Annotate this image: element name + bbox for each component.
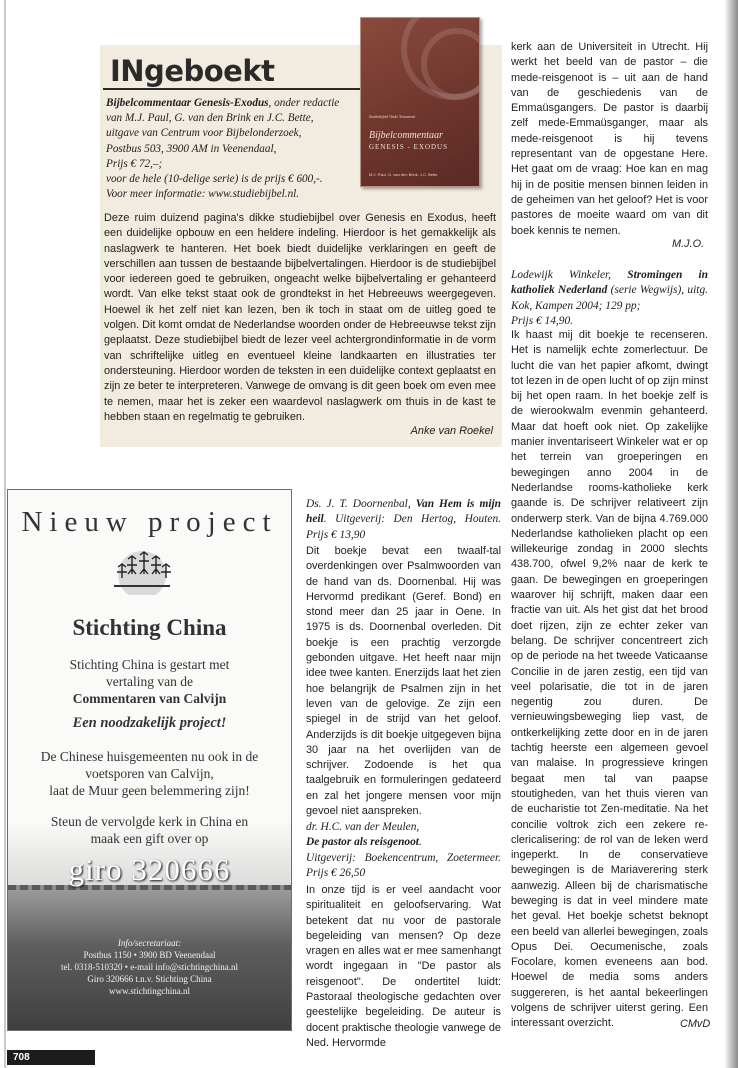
review-meta-line: (serie Wegwijs), uitg. Kok, Kampen 2004; 129 pp; — [511, 284, 708, 312]
ad-organization: Stichting China — [72, 615, 227, 640]
page-left-rule — [4, 0, 6, 1068]
cover-series: Studiebijbel Oude Testament — [369, 114, 416, 119]
ad-contact-line: tel. 0318-510320 • e-mail info@stichtingchina.nl — [61, 962, 238, 972]
review-body-doornenbal: Dit boekje bevat een twaalf-tal overdenkingen over Psalmwoorden van de hand van ds. Doornenbal. Hij was Hervormd predikant (Geref. Bond) en stond meer dan 25 jaar in Oene. In 1975 is ds. Doornenbal overleden. Dit boekje is een prachtig verzorgde gebonden uitgave. Het heeft naar mijn idee twee kanten. Enerzijds laat het zien hoe belangrijk de Psalmen zijn in het leven van de gelovige. Ze zijn een spiegel in de strijd van het geloof. Anderzijds is dit boekje uitgegeven bijna 30 jaar na het overlijden van de schrijver. Zodoende is het qua taalgebruik en formuleringen gedateerd en zal het jongere mensen voor mijn gevoel niet aanspreken. — [306, 545, 501, 818]
review-meta-line: . Uitgeverij: Den Hertog, Houten. Prijs € 13,90 — [306, 513, 501, 541]
book-meta-line: voor de hele (10-delige serie) is de prijs € 600,-. — [106, 173, 323, 186]
ad-heading: Nieuw project — [21, 506, 278, 538]
review-meta-line: Prijs € 14,90. — [511, 314, 574, 327]
book-title: Van Hem is mijn heil — [306, 498, 501, 526]
section-title: INgeboekt — [110, 54, 275, 88]
book-title: De pastor als reisgenoot — [306, 836, 419, 849]
ad-line: Stichting China is gestart met — [69, 657, 230, 672]
ad-contact-line: Giro 320666 t.n.v. Stichting China — [87, 974, 212, 984]
review-meta-line: Ds. J. T. Doornenbal, — [306, 498, 416, 510]
review-meta-line: Lodewijk Winkeler, — [511, 269, 628, 281]
ad-urgent-text: Een noodzakelijk project! — [72, 715, 227, 731]
review-meta-winkeler — [511, 268, 708, 329]
book-cover-image — [360, 17, 480, 187]
book-meta-line: Voor meer informatie: www.studiebijbel.nl. — [106, 188, 300, 201]
page-gutter-shadow — [724, 0, 738, 1068]
review-body-winkeler: Ik haast mij dit boekje te recenseren. Het is namelijk echte zomerlectuur. De lucht die van het papier afkomt, dwingt tot lezen in de open lucht of op zijn minst bij het open raam. In het boekje zelf is de wierookwalm evenmin gehanteerd. Maar dat hoeft ook niet. Op zakelijke manier inventariseert Winkeler wat er op het terrein van groeperingen en bewegingen anno 2004 in de Nederlandse rooms-katholieke kerk gaande is. De schrijver relativeert zijn onderwerp sterk. Van de bijna 4.769.000 Nederlandse katholieken placht op een willekeurige zondag in 2000 slechts 438.700, ofwel 9,2% naar de kerk te gaan. De bewegingen en groeperingen waarover hij schrijft, maken daar een fractie van uit. Als het gist dat het brood doet rijzen, zijn ze echter zeker van belang. De schrijver concentreert zich op de periode na het tweede Vaticaanse Concilie in de jaren zestig, een tijd van veel polarisatie, die tot in de jaren negentig zou duren. De vernieuwingsbeweging liep vast, de ontkerkelijking zette door en in de jaren tachtig heerste een algemeen gevoel van malaise. In progressieve kringen begaat men tal van paapse stoutigheden, van het thuis vieren van de eucharistie tot Zen-meditatie. Na het concilie voltrok zich een zekere re-clericalisering: de rol van de leken werd ingeperkt. In de conservatieve bewegingen is de Mariaverering sterk aanwezig. Alleen bij de charismatische beweging is dat in veel mindere mate het geval. Het boekje schetst beknopt een beeld van allerlei bewegingen, zoals Opus Dei. Oecumenische, zoals Focolare, komen eveneens aan bod. Hoewel de media soms anders suggereren, is het aantal bekeerlingen volgens de schrijver uiterst gering. Een interessant overzicht. — [511, 329, 708, 1030]
review-author: CMvD — [680, 1018, 711, 1030]
review-author: M.J.O. — [672, 238, 705, 250]
review-meta-doornenbal — [306, 497, 501, 543]
book-meta-line: Postbus 503, 3900 AM in Veenendaal, — [106, 142, 277, 155]
book-title: Bijbelcommentaar Genesis-Exodus — [106, 97, 269, 109]
ad-contact-line: Postbus 1150 • 3900 BD Veenendaal — [83, 950, 216, 960]
cover-title — [369, 130, 448, 153]
review-body-van-der-meulen-continued: kerk aan de Universiteit in Utrecht. Hij werkt het beeld van de pastor – die mede-reisgenoot is – uit aan de hand van de geschiedenis van de Emmaüsgangers. De pastor is daarbij zelf mede-Emmaüsganger, maar als mede-reisgenoot is hij tevens representant van de opgestane Here. Het gaat om de vraag: Hoe kan en mag hij in de positie mensen binnen leiden in de geheimen van het geloof? Het is voor pastores de moeite waard om van dit boek kennis te nemen. — [511, 41, 708, 237]
review-body-van-der-meulen: In onze tijd is er veel aandacht voor spiritualiteit en geloofservaring. Wat betekent dat nu voor de pastorale begeleiding van mensen? Op deze vragen en alles wat er mee samenhangt wordt ingegaan in "De pastor als reisgenoot". De ondertitel luidt: Pastoraal theologische gedachten over geestelijke begeleiding. De auteur is docent praktische theologie vanwege de Ned. Hervormde — [306, 884, 501, 1049]
page-number: 708 — [7, 1050, 95, 1065]
ad-line: Commentaren van Calvijn — [72, 691, 227, 706]
book-meta-line: , onder redactie — [268, 97, 340, 109]
review-meta-line: Uitgeverij: Boekencentrum, Zoetermeer. Prijs € 26,50 — [306, 851, 501, 879]
review-meta-line: dr. H.C. van der Meulen, — [306, 821, 420, 833]
cover-title-line: Bijbelcommentaar — [369, 130, 443, 141]
review-author: Anke van Roekel — [410, 425, 493, 437]
book-meta-line: Prijs € 72,–; — [106, 157, 163, 170]
ad-church-figures-logo — [106, 545, 178, 595]
ad-line: voetsporen van Calvijn, — [85, 766, 214, 781]
ad-contact-line: Info/secretariaat: — [117, 938, 182, 948]
book-meta-genesis-exodus — [106, 96, 356, 202]
ad-contact-line: www.stichtingchina.nl — [109, 986, 190, 996]
cover-title-line: GENESIS - EXODUS — [369, 143, 448, 151]
ad-line: laat de Muur geen belemmering zijn! — [49, 783, 250, 798]
ad-line: Steun de vervolgde kerk in China en — [50, 814, 249, 829]
book-meta-line: van M.J. Paul, G. van den Brink en J.C. Bette, — [106, 112, 314, 125]
ad-line: maak een gift over op — [90, 831, 209, 846]
cover-authors: M.J. Paul, G. van den Brink, J.C. Bette — [369, 172, 438, 177]
book-meta-line: uitgave van Centrum voor Bijbelonderzoek, — [106, 127, 302, 140]
review-meta-van-der-meulen: dr. H.C. van der Meulen, De pastor als reisgenoot. Uitgeverij: Boekencentrum, Zoetermeer. Prijs € 26,50 — [306, 821, 501, 879]
section-title-rule — [103, 88, 369, 90]
ad-line: vertaling van de — [106, 674, 193, 689]
ad-line: De Chinese huisgemeenten nu ook in de — [40, 749, 259, 764]
review-body-genesis-exodus: Deze ruim duizend pagina's dikke studiebijbel over Genesis en Exodus, heeft een duidelijke opbouw en een heldere indeling. Hierdoor is het gemakkelijk als naslagwerk te hanteren. Het boek biedt duidelijke verklaringen en geeft de verschillen aan tussen de bestaande bijbelvertalingen. Hierdoor is de studiebijbel voor iedereen goed te gebruiken, ongeacht welke bijbelvertaling er gehanteerd wordt. Van elke tekst staat ook de grondtekst in het Hebreeuws weergegeven. Hoewel ik het zelf niet kan lezen, ben ik toch in staat om de uitleg goed te volgen. Dit komt omdat de Nederlandse woorden onder de Hebreeuwse tekst zijn geplaatst. Deze studiebijbel biedt de lezer veel achtergrondinformatie in de vorm van schriftelijke uitleg en eventueel kleine landkaarten en illustraties ter ondersteuning. Hierdoor worden de teksten in een duidelijke context geplaatst en zijn ze beter te interpreteren. Vanwege de omvang is dit geen boek om even mee te nemen, maar het is zeker een waardevol naslagwerk om thuis in de kast te hebben staan en regelmatig te gebruiken. — [104, 212, 496, 423]
book-title: Stromingen in katholiek Nederland — [511, 269, 709, 297]
ad-giro-number: giro 320666 — [68, 852, 231, 887]
